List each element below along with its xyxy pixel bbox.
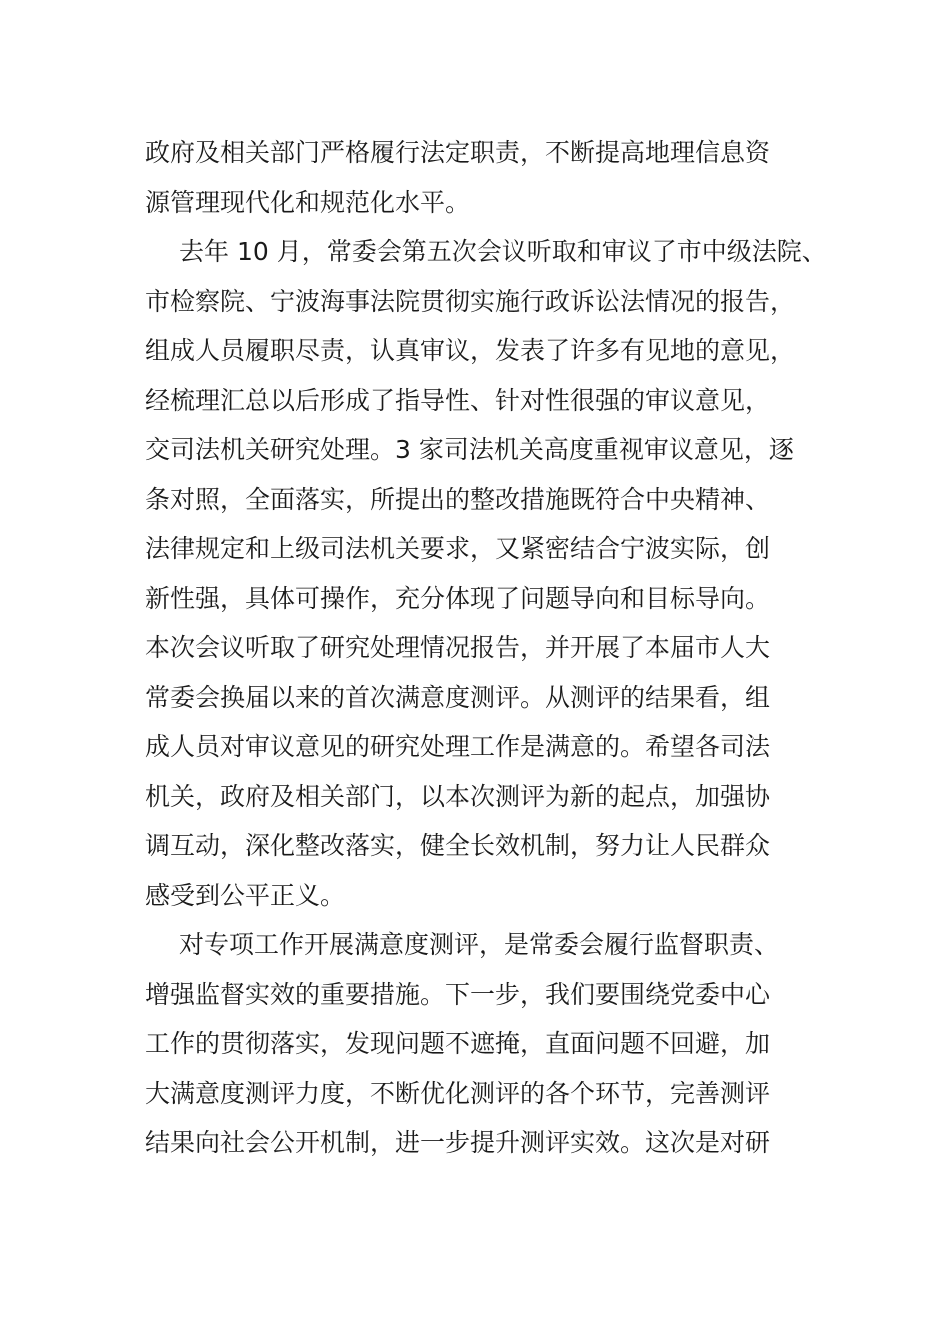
text-line: 调互动，深化整改落实，健全长效机制，努力让人民群众 xyxy=(145,831,771,860)
text-line: 感受到公平正义。 xyxy=(145,880,346,910)
text-line: 结果向社会公开机制，进一步提升测评实效。这次是对研 xyxy=(145,1128,771,1157)
text-line: 组成人员履职尽责，认真审议，发表了许多有见地的意见， xyxy=(145,336,796,365)
text-line: 源管理现代化和规范化水平。 xyxy=(145,187,471,217)
text-line: 新性强，具体可操作，充分体现了问题导向和目标导向。 xyxy=(145,583,771,613)
text-line: 经梳理汇总以后形成了指导性、针对性很强的审议意见， xyxy=(145,385,771,415)
body-text xyxy=(145,128,825,1168)
text-line: 常委会换届以来的首次满意度测评。从测评的结果看，组 xyxy=(145,682,771,712)
paragraph-start-line: 去年 10 月，常委会第五次会议听取和审议了市中级法院、 xyxy=(179,237,827,266)
text-line: 法律规定和上级司法机关要求，又紧密结合宁波实际，创 xyxy=(145,534,771,563)
text-line: 政府及相关部门严格履行法定职责，不断提高地理信息资 xyxy=(145,138,771,167)
text-line: 增强监督实效的重要措施。下一步，我们要围绕党委中心 xyxy=(145,979,771,1009)
paragraph-start-line: 对专项工作开展满意度测评，是常委会履行监督职责、 xyxy=(179,930,780,959)
text-line: 本次会议听取了研究处理情况报告，并开展了本届市人大 xyxy=(145,633,771,662)
text-line: 市检察院、宁波海事法院贯彻实施行政诉讼法情况的报告， xyxy=(145,286,796,316)
text-line: 机关，政府及相关部门，以本次测评为新的起点，加强协 xyxy=(145,781,771,811)
text-line: 条对照，全面落实，所提出的整改措施既符合中央精神、 xyxy=(145,484,771,514)
text-line: 大满意度测评力度，不断优化测评的各个环节，完善测评 xyxy=(145,1078,771,1108)
text-line: 交司法机关研究处理。3 家司法机关高度重视审议意见，逐 xyxy=(145,435,794,464)
text-line: 工作的贯彻落实，发现问题不遮掩，直面问题不回避，加 xyxy=(145,1029,771,1058)
text-line: 成人员对审议意见的研究处理工作是满意的。希望各司法 xyxy=(145,732,771,761)
